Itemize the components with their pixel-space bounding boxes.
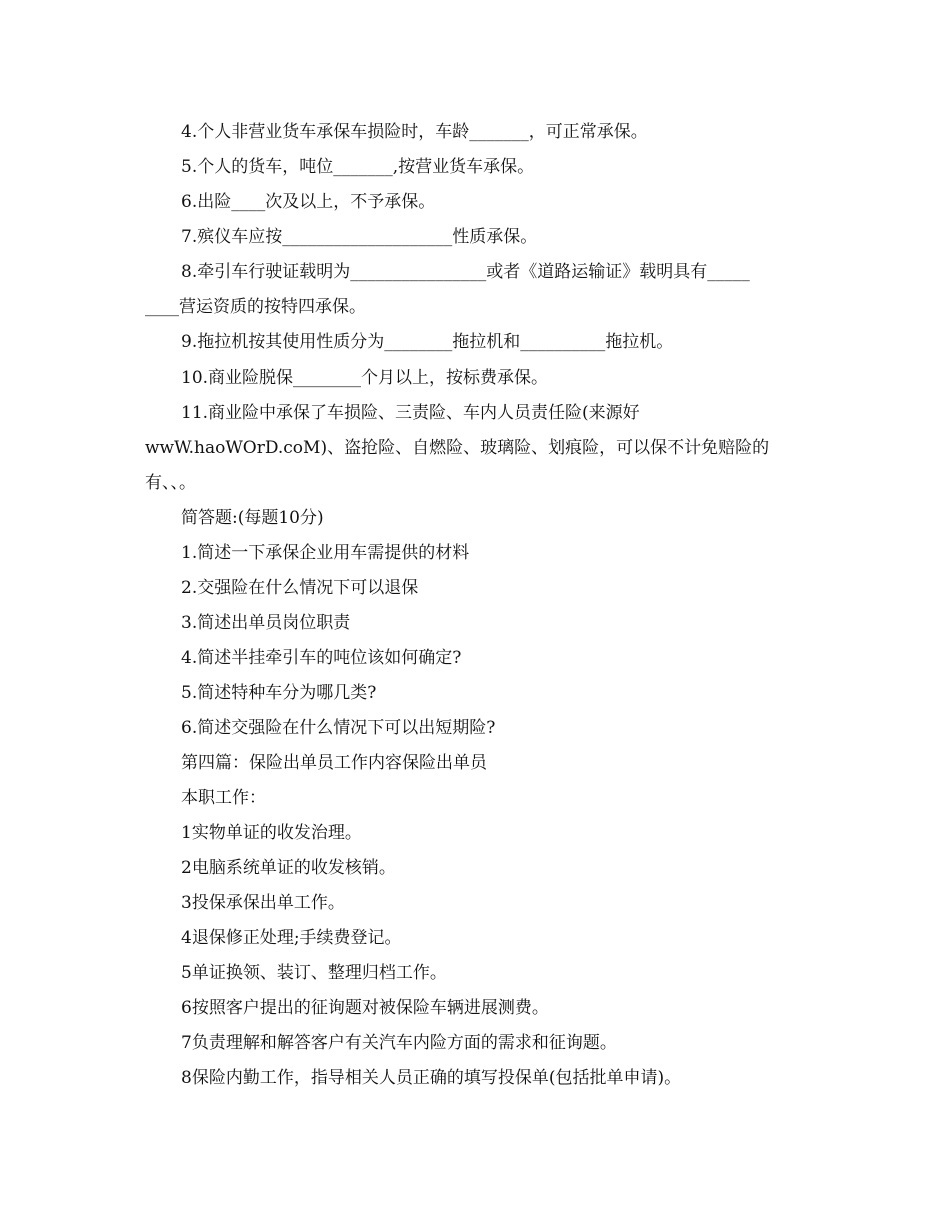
question-fill-9: 9.拖拉机按其使用性质分为________拖拉机和__________拖拉机。 bbox=[181, 332, 674, 352]
duty-item-2: 2电脑系统单证的收发核销。 bbox=[181, 858, 396, 878]
chapter-heading: 第四篇：保险出单员工作内容保险出单员 bbox=[181, 753, 487, 773]
short-answer-2: 2.交强险在什么情况下可以退保 bbox=[181, 578, 419, 598]
duties-heading: 本职工作： bbox=[181, 788, 266, 808]
question-fill-6: 6.出险____次及以上，不予承保。 bbox=[181, 192, 436, 212]
duty-item-1: 1实物单证的收发治理。 bbox=[181, 823, 362, 843]
duty-item-6: 6按照客户提出的征询题对被保险车辆进展测费。 bbox=[181, 998, 549, 1018]
short-answer-heading: 简答题:(每题10分) bbox=[181, 508, 324, 528]
question-fill-4: 4.个人非营业货车承保车损险时，车龄_______，可正常承保。 bbox=[181, 122, 648, 142]
duty-item-5: 5单证换领、装订、整理归档工作。 bbox=[181, 963, 447, 983]
short-answer-5: 5.简述特种车分为哪几类? bbox=[181, 683, 377, 703]
short-answer-3: 3.简述出单员岗位职责 bbox=[181, 613, 351, 633]
question-fill-11: 11.商业险中承保了车损险、三责险、车内人员责任险(来源好 bbox=[181, 403, 640, 423]
duty-item-3: 3投保承保出单工作。 bbox=[181, 893, 345, 913]
question-fill-5: 5.个人的货车，吨位_______,按营业货车承保。 bbox=[181, 157, 535, 177]
question-fill-10: 10.商业险脱保________个月以上，按标费承保。 bbox=[181, 368, 549, 388]
question-fill-11-continued: wwW.haoWOrD.coM)、盗抢险、自燃险、玻璃险、划痕险，可以保不计免赔险的 bbox=[145, 438, 770, 458]
question-fill-8: 8.牵引车行驶证载明为________________或者《道路运输证》载明具有_____ bbox=[181, 262, 750, 282]
duty-item-4: 4退保修正处理;手续费登记。 bbox=[181, 928, 402, 948]
question-fill-11-end: 有、、。 bbox=[145, 473, 196, 493]
short-answer-1: 1.简述一下承保企业用车需提供的材料 bbox=[181, 543, 470, 563]
question-fill-7: 7.殡仪车应按____________________性质承保。 bbox=[181, 227, 538, 247]
short-answer-6: 6.简述交强险在什么情况下可以出短期险? bbox=[181, 718, 496, 738]
short-answer-4: 4.简述半挂牵引车的吨位该如何确定? bbox=[181, 648, 462, 668]
duty-item-8: 8保险内勤工作，指导相关人员正确的填写投保单(包括批单申请)。 bbox=[181, 1068, 682, 1088]
duty-item-7: 7负责理解和解答客户有关汽车内险方面的需求和征询题。 bbox=[181, 1033, 617, 1053]
question-fill-8-continued: ____营运资质的按特四承保。 bbox=[145, 297, 366, 317]
